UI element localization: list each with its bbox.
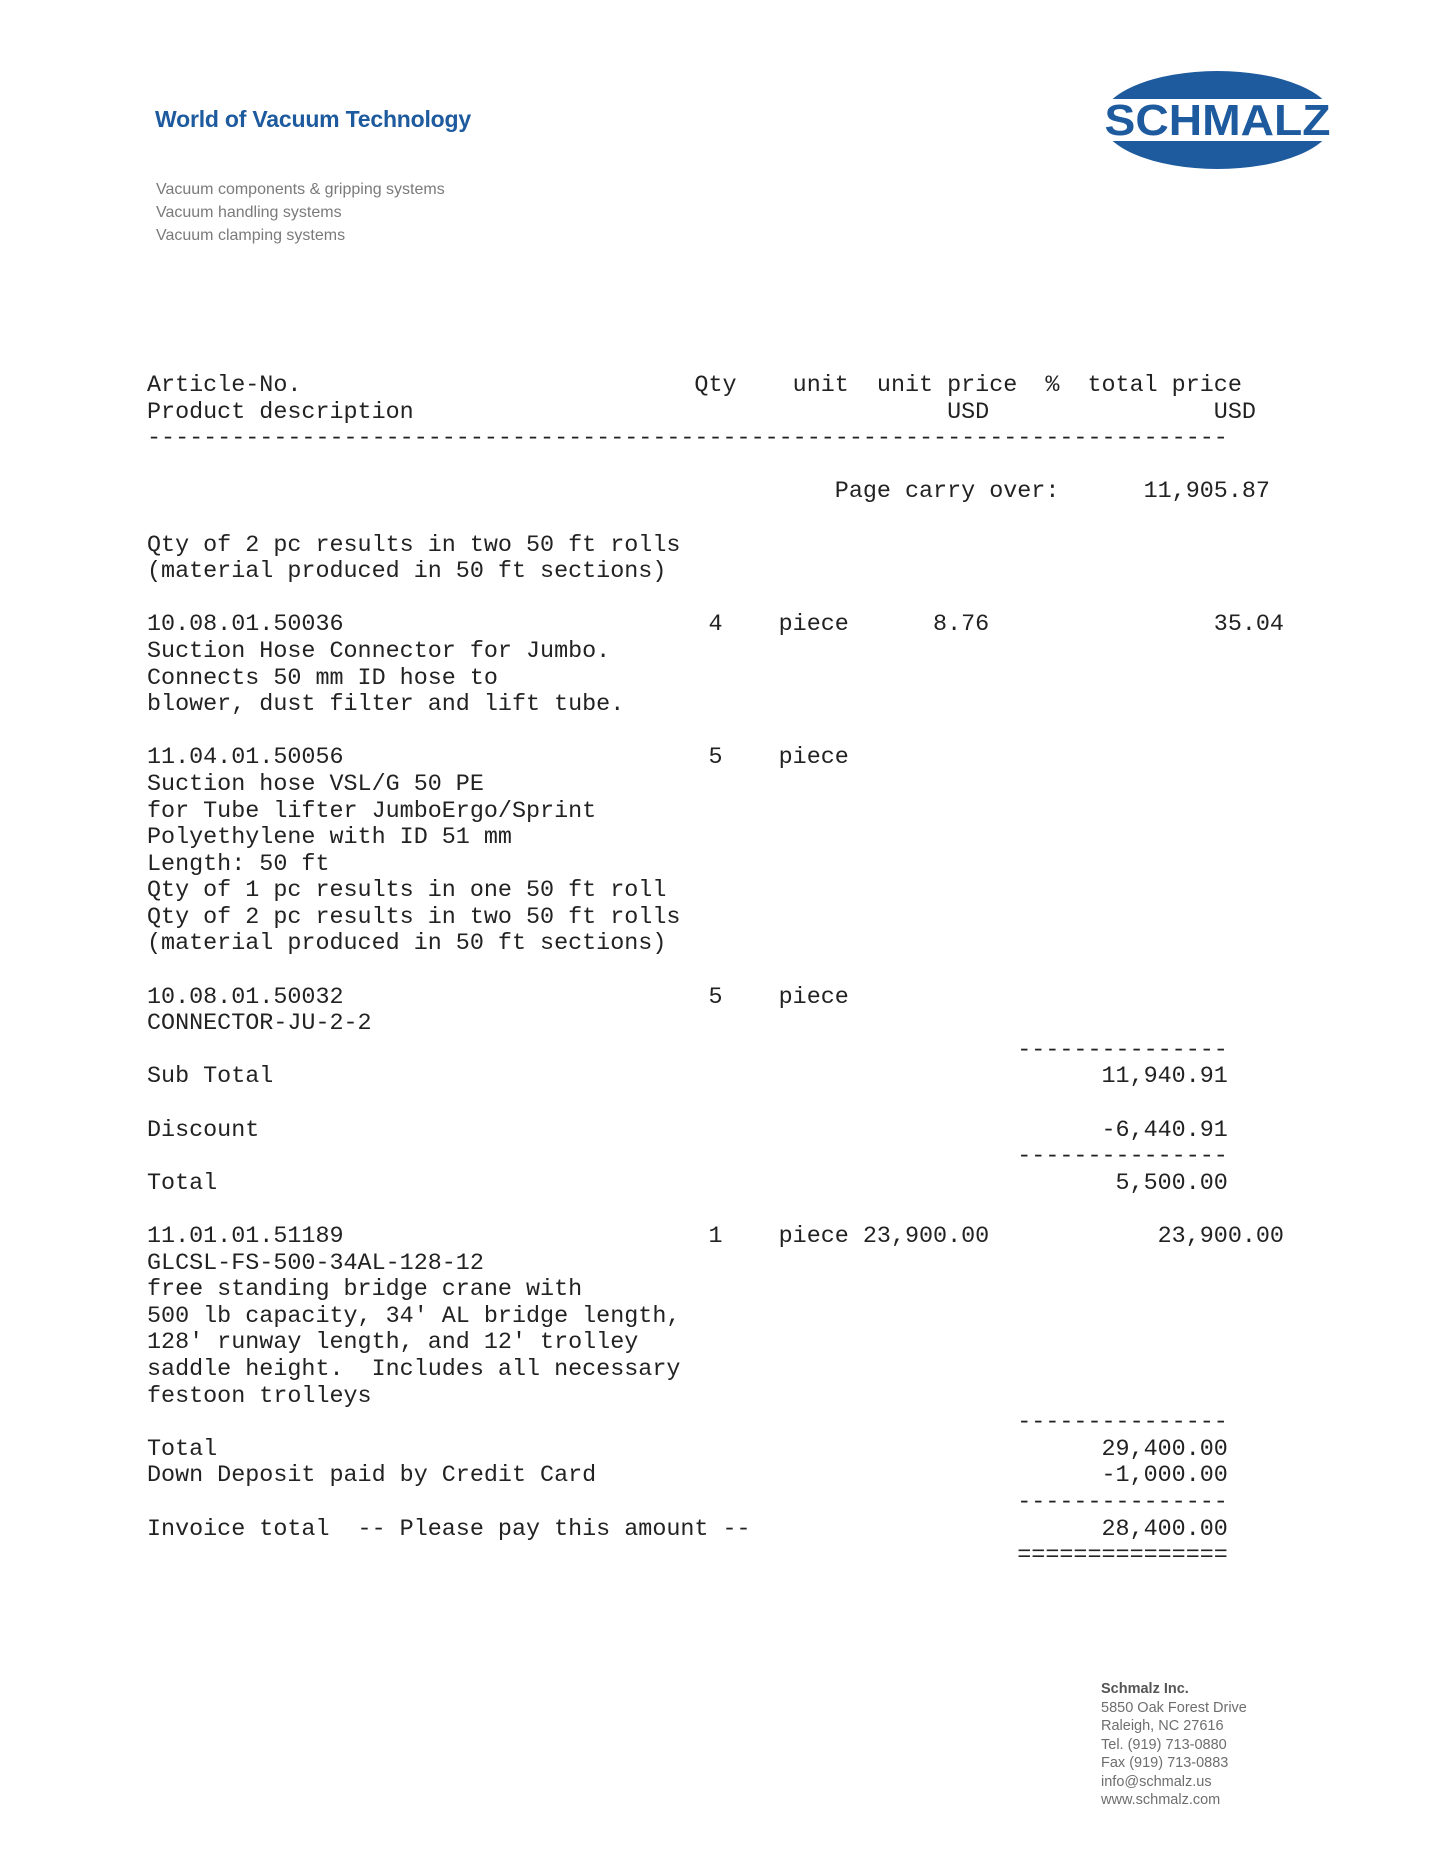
invoice-line: Product description USD USD [147,399,1256,426]
invoice-line: free standing bridge crane with [147,1277,583,1304]
invoice-line: 128' runway length, and 12' trolley [147,1330,639,1357]
invoice-line [147,958,1284,985]
company-name: Schmalz Inc. [1101,1681,1189,1697]
invoice-line: --------------- [147,1144,1228,1171]
footer-address-line: Raleigh, NC 27616 [1101,1718,1224,1734]
invoice-line: 11.04.01.50056 5 piece [147,745,849,772]
invoice-line: Qty of 2 pc results in two 50 ft rolls [147,904,681,931]
invoice-line: 11.01.01.51189 1 piece 23,900.00 23,900.00 [147,1224,1284,1250]
product-line: Vacuum clamping systems [156,227,346,244]
footer-website[interactable]: www.schmalz.com [1101,1792,1221,1808]
invoice-line [147,586,1284,613]
footer-phone: Tel. (919) 713-0880 [1101,1736,1227,1753]
invoice-line: Suction Hose Connector for Jumbo. [147,638,611,665]
invoice-line: Qty of 2 pc results in two 50 ft rolls [147,532,681,559]
invoice-line: (material produced in 50 ft sections) [147,559,667,586]
product-lines [156,178,445,247]
invoice-line: CONNECTOR-JU-2-2 [147,1011,372,1038]
invoice-line: Discount -6,440.91 [147,1117,1228,1144]
invoice-line: --------------- [147,1410,1228,1437]
invoice-line: saddle height. Includes all necessary [147,1356,681,1383]
invoice-line [147,719,1284,746]
invoice-line: Down Deposit paid by Credit Card -1,000.00 [147,1463,1228,1490]
footer-fax: Fax (919) 713-0883 [1101,1755,1229,1771]
invoice-line [147,453,1284,480]
invoice-line: festoon trolleys [147,1383,372,1410]
invoice-line: --------------- [147,1489,1228,1516]
invoice-line [147,1091,1284,1118]
invoice-line [147,506,1284,533]
invoice-line: 500 lb capacity, 34' AL bridge length, [147,1303,681,1330]
company-footer [1101,1680,1247,1810]
invoice-line: Invoice total -- Please pay this amount -- 28,400.00 [147,1516,1228,1543]
product-line: Vacuum handling systems [156,204,342,221]
invoice-line: Qty of 1 pc results in one 50 ft roll [147,878,667,905]
invoice-line: Connects 50 mm ID hose to [147,665,498,692]
brand-tagline: World of Vacuum Technology [155,106,471,132]
invoice-line: for Tube lifter JumboErgo/Sprint [147,798,597,825]
logo-wordmark: SCHMALZ [1104,96,1331,145]
footer-email[interactable]: info@schmalz.us [1101,1773,1212,1790]
invoice-line [147,1197,1284,1224]
invoice-line: GLCSL-FS-500-34AL-128-12 [147,1250,484,1277]
invoice-line: Article-No. Qty unit unit price % total price [147,373,1242,399]
invoice-body [147,373,1284,1570]
invoice-line: Page carry over: 11,905.87 [147,479,1270,506]
product-line: Vacuum components & gripping systems [156,181,445,198]
footer-address-line: 5850 Oak Forest Drive [1101,1699,1247,1716]
invoice-line: --------------- [147,1037,1228,1064]
invoice-line: Suction hose VSL/G 50 PE [147,771,484,798]
invoice-line: 10.08.01.50036 4 piece 8.76 35.04 [147,612,1284,639]
invoice-line: Total 29,400.00 [147,1436,1228,1463]
invoice-line: 10.08.01.50032 5 piece [147,984,849,1011]
invoice-line: ----------------------------------------------------------------------------- [147,426,1228,453]
invoice-line: Polyethylene with ID 51 mm [147,825,512,852]
invoice-line: Length: 50 ft [147,851,330,878]
invoice-line: blower, dust filter and lift tube. [147,692,625,719]
invoice-line: Total 5,500.00 [147,1170,1228,1197]
schmalz-logo [1101,70,1334,170]
invoice-line: =============== [147,1543,1228,1570]
invoice-line: Sub Total 11,940.91 [147,1064,1228,1091]
invoice-line: (material produced in 50 ft sections) [147,931,667,958]
